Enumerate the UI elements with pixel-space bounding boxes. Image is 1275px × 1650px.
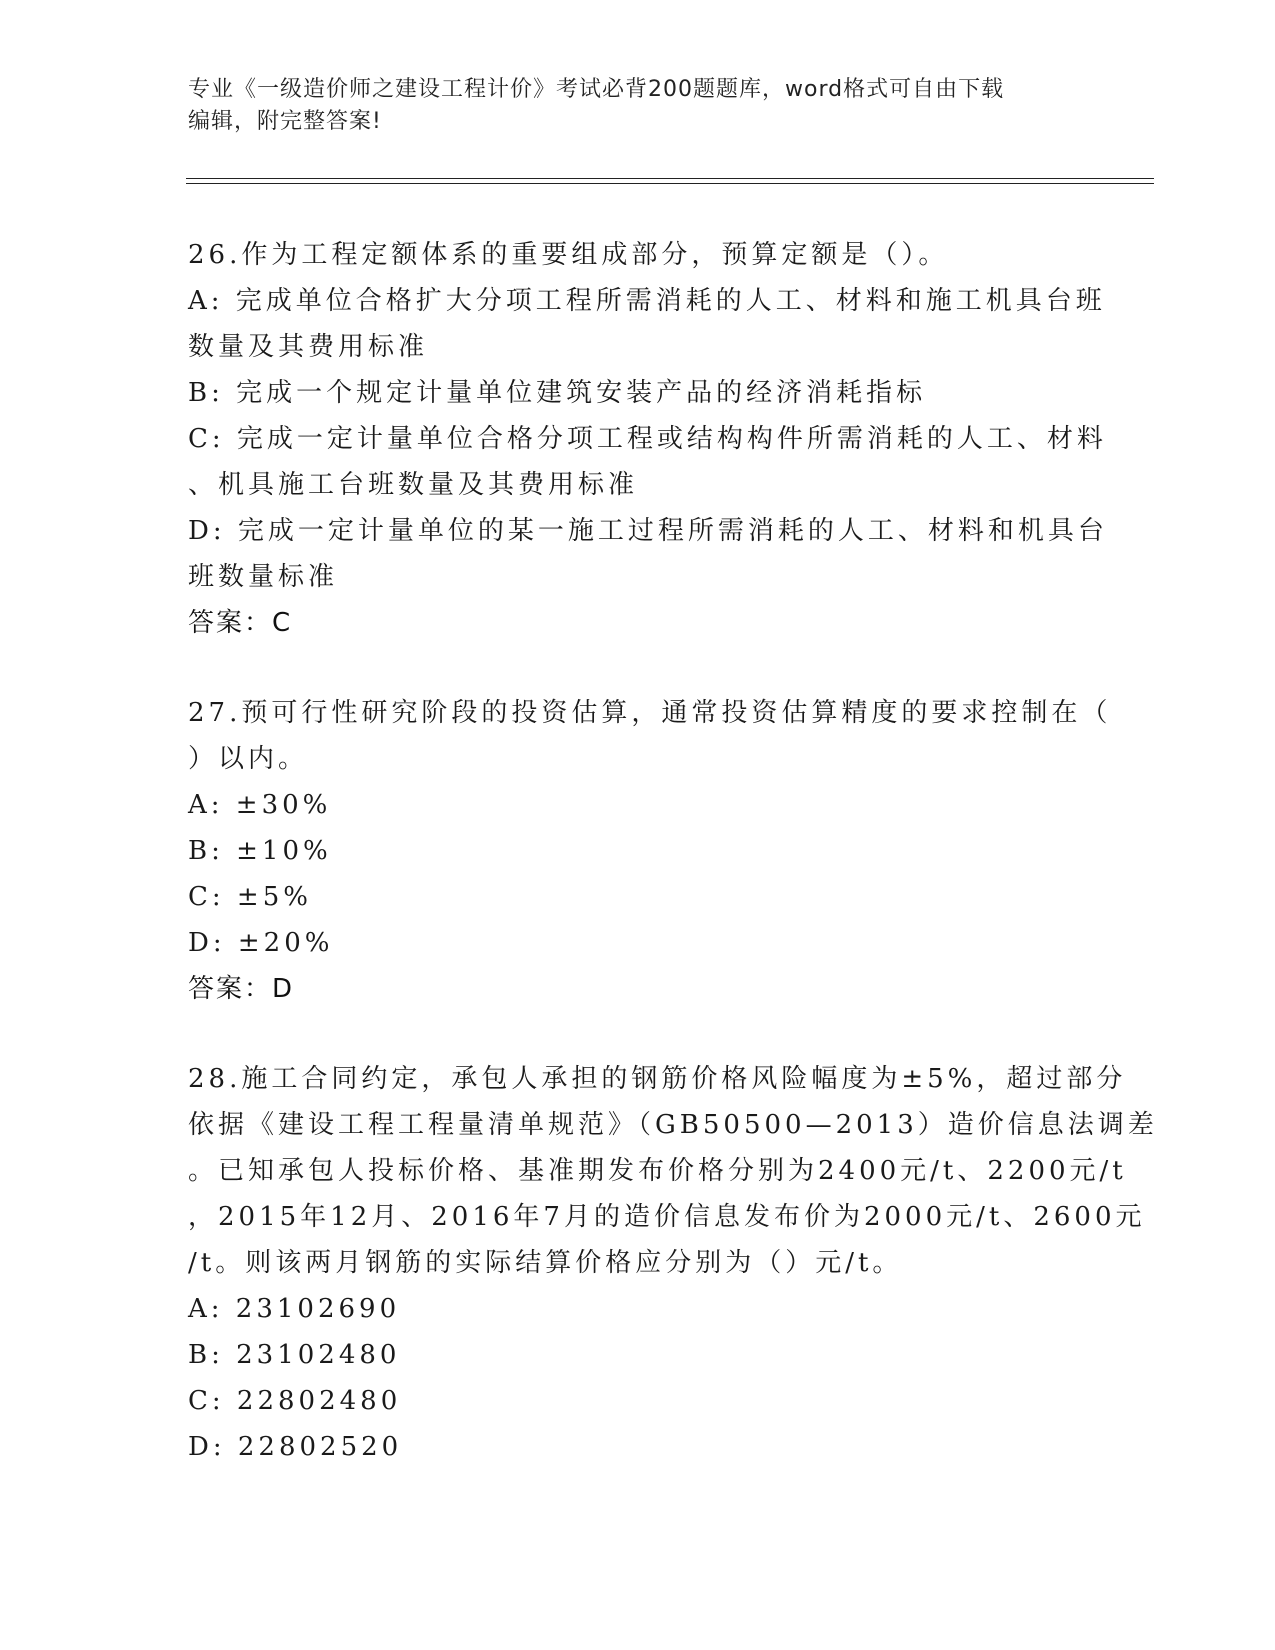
header-line-1: 专业《一级造价师之建设工程计价》考试必背200题题库，word格式可自由下载	[188, 77, 1005, 102]
question-stem-continued: 依据《建设工程工程量清单规范》（GB50500—2013）造价信息法调差	[188, 1110, 1158, 1140]
option-d-continued: 班数量标准	[188, 562, 339, 592]
option-d: D: ±20%	[188, 928, 334, 958]
option-a-continued: 数量及其费用标准	[188, 332, 429, 362]
option-d: D: 完成一定计量单位的某一施工过程所需消耗的人工、材料和机具台	[188, 516, 1108, 546]
answer-label: 答案：C	[188, 608, 293, 638]
option-a: A: 完成单位合格扩大分项工程所需消耗的人工、材料和施工机具台班	[188, 286, 1106, 316]
option-c-continued: 、机具施工台班数量及其费用标准	[188, 470, 639, 500]
option-c: C: ±5%	[188, 882, 312, 912]
option-d: D: 22802520	[188, 1432, 403, 1462]
header-line-2: 编辑，附完整答案!	[188, 109, 382, 134]
option-c: C: 22802480	[188, 1386, 402, 1416]
question-stem: 27.预可行性研究阶段的投资估算，通常投资估算精度的要求控制在（	[188, 698, 1112, 728]
question-stem-continued: ，2015年12月、2016年7月的造价信息发布价为2000元/t、2600元	[188, 1202, 1146, 1232]
option-a: A: 23102690	[188, 1294, 401, 1324]
answer-label: 答案：D	[188, 974, 295, 1004]
option-c: C: 完成一定计量单位合格分项工程或结构构件所需消耗的人工、材料	[188, 424, 1107, 454]
question-26	[188, 232, 1108, 646]
question-28	[188, 1056, 1158, 1470]
question-stem: 28.施工合同约定，承包人承担的钢筋价格风险幅度为±5%，超过部分	[188, 1064, 1127, 1094]
question-stem: 26.作为工程定额体系的重要组成部分，预算定额是（）。	[188, 240, 949, 270]
question-stem-continued: ）以内。	[188, 744, 309, 774]
question-27	[188, 690, 1112, 1012]
question-stem-continued: 。已知承包人投标价格、基准期发布价格分别为2400元/t、2200元/t	[188, 1156, 1127, 1186]
header-rule-top	[186, 178, 1154, 179]
question-list	[188, 232, 1158, 1514]
question-stem-continued: /t。则该两月钢筋的实际结算价格应分别为（）元/t。	[188, 1248, 903, 1278]
header-rule-bottom	[186, 183, 1154, 184]
document-header	[188, 74, 1068, 138]
option-b: B: ±10%	[188, 836, 332, 866]
option-b: B: 23102480	[188, 1340, 401, 1370]
option-a: A: ±30%	[188, 790, 332, 820]
option-b: B: 完成一个规定计量单位建筑安装产品的经济消耗指标	[188, 378, 927, 408]
